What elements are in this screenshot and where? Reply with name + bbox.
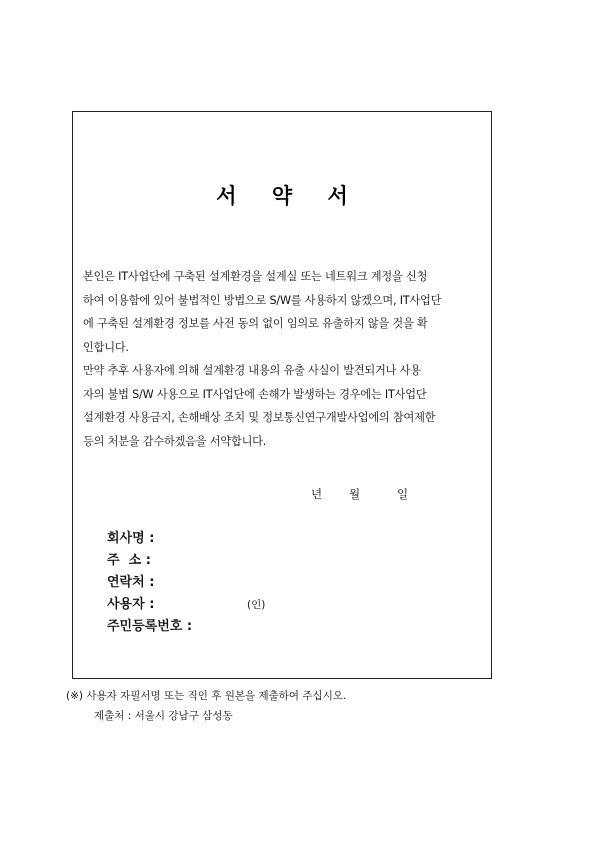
date-month-label: 월 <box>349 487 361 501</box>
text-line: 에 구축된 설계환경 정보를 사전 동의 없이 임의로 유출하지 않을 것을 확 <box>83 317 428 330</box>
title-char: 약 <box>271 184 293 208</box>
user-field[interactable] <box>107 594 266 616</box>
resident-id-field[interactable] <box>107 616 192 638</box>
document-title <box>73 180 491 210</box>
paragraph-1 <box>83 265 483 359</box>
address-field[interactable] <box>107 550 192 572</box>
title-char: 서 <box>216 184 237 208</box>
text-line: 본인은 IT사업단에 구축된 설계환경을 설계실 또는 네트워크 계정을 신청 <box>83 270 428 283</box>
signature-fields <box>107 528 266 638</box>
text-line: 등의 처분을 감수하겠음을 서약합니다. <box>83 434 267 448</box>
text-line: 설계환경 사용금지, 손해배상 조치 및 정보통신연구개발사업에의 참여제한 <box>83 411 436 424</box>
contact-field[interactable] <box>107 572 192 594</box>
pledge-body <box>83 265 483 453</box>
date-day-label: 일 <box>397 487 409 501</box>
company-label: 회사명 : <box>107 531 155 546</box>
address-label: 주 소 : <box>107 553 151 568</box>
text-line: 하여 이용함에 있어 불법적인 방법으로 S/W를 사용하지 않겠으며, IT사업단 <box>83 293 442 307</box>
paragraph-2 <box>83 359 483 453</box>
seal-mark: (인) <box>247 599 266 611</box>
text-line: 인합니다. <box>83 340 129 354</box>
resident-id-label: 주민등록번호 : <box>107 619 193 634</box>
footnote <box>66 686 346 726</box>
document-frame <box>72 111 492 679</box>
footnote-instruction: (※) 사용자 자필서명 또는 직인 후 원본을 제출하여 주십시오. <box>66 690 347 702</box>
user-label: 사용자 : <box>107 597 155 612</box>
company-field[interactable] <box>107 528 192 550</box>
text-line: 자의 불법 S/W 사용으로 IT사업단에 손해가 발생하는 경우에는 IT사업단 <box>83 387 427 401</box>
contact-label: 연락처 : <box>107 575 155 590</box>
text-line: 만약 추후 사용자에 의해 설계환경 내용의 유출 사실이 발견되거나 사용 <box>83 364 421 377</box>
footnote-submission: 제출처 : 서울시 강남구 삼성동 <box>94 710 233 722</box>
date-year-label: 년 <box>311 487 323 501</box>
title-char: 서 <box>327 184 348 208</box>
